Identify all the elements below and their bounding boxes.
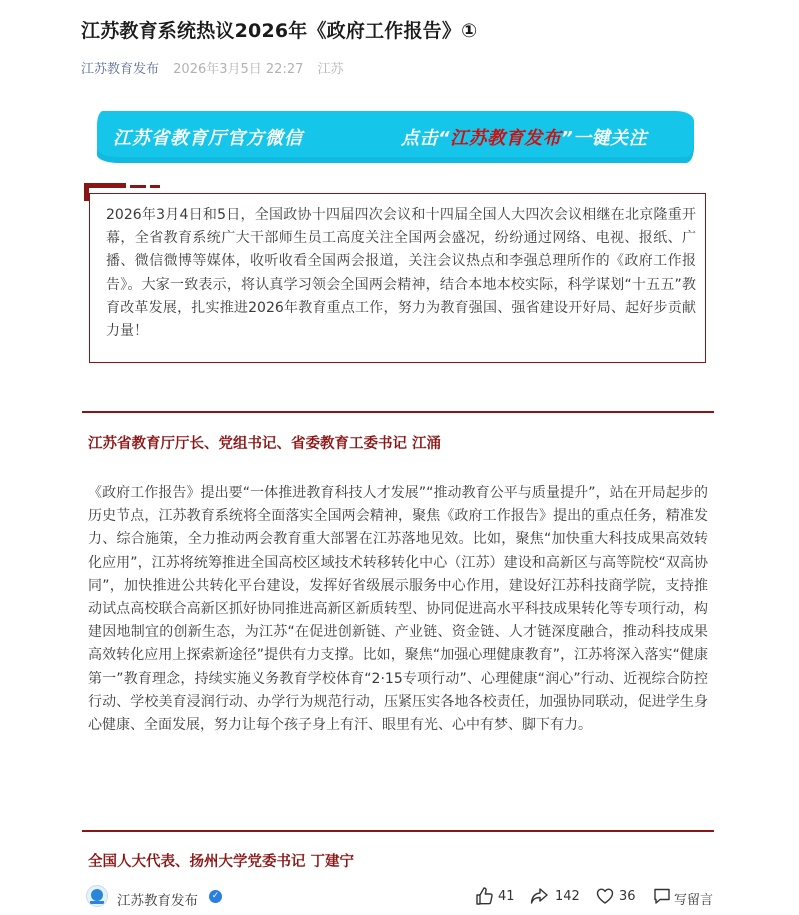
favorite-count: 36: [619, 889, 636, 904]
publish-location: 江苏: [317, 62, 344, 77]
bottom-account-name[interactable]: 江苏教育发布: [117, 893, 198, 909]
account-avatar[interactable]: [86, 885, 108, 907]
comment-label: 写留言: [674, 893, 714, 908]
like-button[interactable]: [474, 886, 524, 906]
favorite-button[interactable]: [595, 886, 640, 906]
section-divider: [82, 411, 714, 413]
bottom-action-bar: [0, 878, 799, 915]
banner-highlight: 江苏教育发布: [450, 128, 562, 149]
comment-icon: [652, 886, 672, 906]
publish-date: 2026年3月5日 22:27: [173, 62, 304, 77]
banner-right-suffix: ”一键关注: [561, 128, 648, 149]
section-heading: 江苏省教育厅厅长、党组书记、省委教育工委书记 江涌: [88, 436, 442, 452]
section-heading: 全国人大代表、扬州大学党委书记 丁建宁: [88, 854, 355, 870]
comment-button[interactable]: [652, 886, 716, 906]
share-button[interactable]: [529, 886, 584, 906]
banner-left-text: 江苏省教育厅官方微信: [113, 128, 303, 149]
like-count: 41: [498, 889, 515, 904]
article-title: 江苏教育系统热议2026年《政府工作报告》①: [81, 20, 478, 42]
thumbs-up-icon: [474, 886, 494, 906]
intro-text: 2026年3月4日和5日，全国政协十四届四次会议和十四届全国人大四次会议相继在北京隆重开幕，全省教育系统广大干部师生员工高度关注全国两会盛况，纷纷通过网络、电视、报纸、广播、微信微博等媒体，收听收看全国两会报道，关注会议热点和李强总理所作的《政府工作报告》。大家一致表示，将认真学习领会全国两会精神，结合本地本校实际，科学谋划“十五五”教育改革发展，扎实推进2026年教育重点工作，努力为教育强国、强省建设开好局、起好步贡献力量！: [106, 207, 696, 340]
follow-banner[interactable]: [97, 111, 694, 163]
banner-right-prefix: 点击“: [401, 128, 451, 149]
verified-icon: ✓: [209, 890, 222, 903]
section-divider: [82, 830, 714, 832]
banner-right-text: [401, 124, 647, 150]
section-text: 《政府工作报告》提出要“一体推进教育科技人才发展”“推动教育公平与质量提升”，站在开局起步的历史节点，江苏教育系统将全面落实全国两会精神，聚焦《政府工作报告》提出的重点任务，精准发力、综合施策，全力推动两会教育重大部署在江苏落地见效。比如，聚焦“加快重大科技成果高效转化应用”，江苏将统筹推进全国高校区域技术转移转化中心（江苏）建设和高新区与高等院校“双高协同”，加快推进公共转化平台建设，发挥好省级展示服务中心作用，建设好江苏科技商学院，支持推动试点高校联合高新区抓好协同推进高新区新质转型、协同促进高水平科技成果转化等专项行动，构建因地制宜的创新生态，为江苏“在促进创新链、产业链、资金链、人才链深度融合，推动科技成果高效转化应用上探索新途径”提供有力支撑。比如，聚焦“加强心理健康教育”，江苏将深入落实“健康第一”教育理念，持续实施义务教育学校体育“2·15专项行动”、心理健康“润心”行动、近视综合防控行动、学校美育浸润行动、办学行为规范行动，压紧压实各地各校责任，加强协同联动，促进学生身心健康、全面发展，努力让每个孩子身上有汗、眼里有光、心中有梦、脚下有力。: [88, 485, 708, 734]
article-meta: [81, 58, 344, 77]
heart-icon: [595, 886, 615, 906]
share-count: 142: [555, 889, 580, 904]
account-link[interactable]: 江苏教育发布: [81, 62, 160, 77]
share-arrow-icon: [529, 886, 549, 906]
